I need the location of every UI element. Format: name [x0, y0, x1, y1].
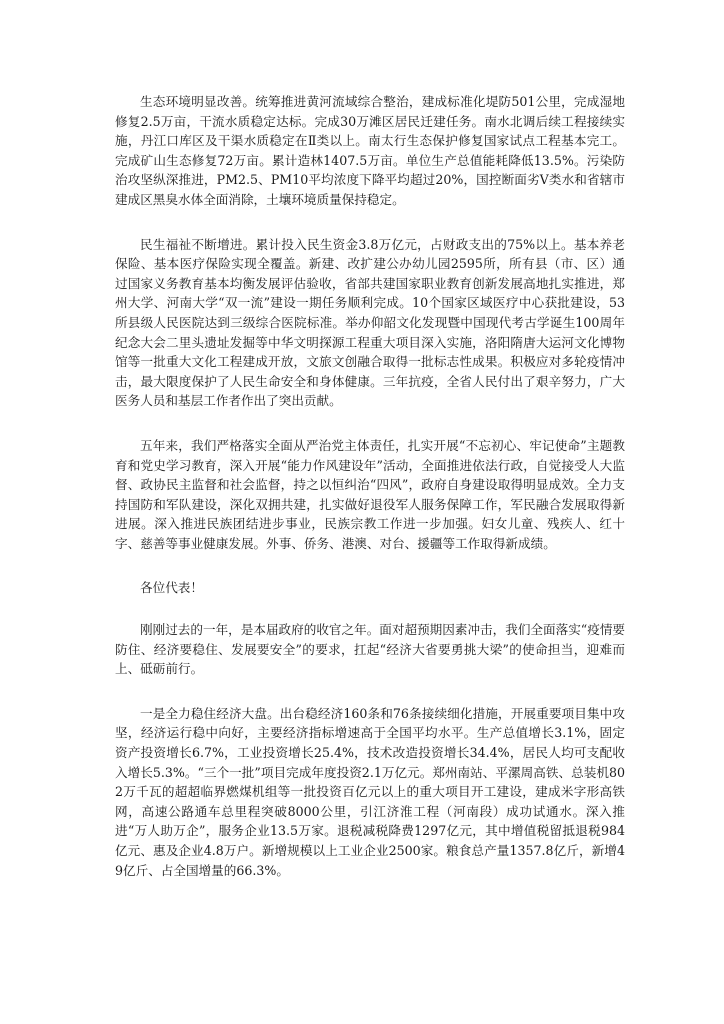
paragraph-stabilize-economy: 一是全力稳住经济大盘。出台稳经济160条和76条接续细化措施，开展重要项目集中攻坚，经济运行稳中向好，主要经济指标增速高于全国平均水平。生产总值增长3.1%，固定资产投资增长6.7%，工业投资增长25.4%，技术改造投资增长34.4%，居民人均可支配收入增长5.3%。“三个一批”项目完成年度投资2.1万亿元。郑州南站、平漯周高铁、总装机802万千瓦的超超临界燃煤机组等一批投资百亿元以上的重大项目开工建设，建成米字形高铁网，高速公路通车总里程突破8000公里，引江济淮工程（河南段）成功试通水。深入推进“万人助万企”，服务企业13.5万家。退税减税降费1297亿元，其中增值税留抵退税984亿元、惠及企业4.8万户。新增规模以上工业企业2500家。粮食总产量1357.8亿斤，新增49亿斤、占全国增量的66.3%。 [115, 705, 625, 878]
document-page [115, 92, 625, 905]
paragraph-party-building: 五年来，我们严格落实全面从严治党主体责任，扎实开展“不忘初心、牢记使命”主题教育和党史学习教育，深入开展“能力作风建设年”活动，全面推进依法行政，自觉接受人大监督、政协民主监督和社会监督，持之以恒纠治“四风”，政府自身建设取得明显成效。全力支持国防和军队建设，深化双拥共建，扎实做好退役军人服务保障工作，军民融合发展取得新进展。深入推进民族团结进步事业，民族宗教工作进一步加强。妇女儿童、残疾人、红十字、慈善等事业健康发展。外事、侨务、港澳、对台、援疆等工作取得新成绩。 [115, 437, 625, 551]
paragraph-livelihood: 民生福祉不断增进。累计投入民生资金3.8万亿元，占财政支出的75%以上。基本养老保险、基本医疗保险实现全覆盖。新建、改扩建公办幼儿园2595所，所有县（市、区）通过国家义务教育基本均衡发展评估验收，省部共建国家职业教育创新发展高地扎实推进，郑州大学、河南大学“双一流”建设一期任务顺利完成。10个国家区域医疗中心获批建设，53所县级人民医院达到三级综合医院标准。举办仰韶文化发现暨中国现代考古学诞生100周年纪念大会二里头遗址发掘等中华文明探源工程重大项目深入实施，洛阳隋唐大运河文化博物馆等一批重大文化工程建成开放，文旅文创融合取得一批标志性成果。积极应对多轮疫情冲击，最大限度保护了人民生命安全和身体健康。三年抗疫，全省人民付出了艰辛努力，广大医务人员和基层工作者作出了突出贡献。 [115, 236, 625, 409]
paragraph-salutation: 各位代表！ [140, 580, 203, 596]
paragraph-past-year: 刚刚过去的一年，是本届政府的收官之年。面对超预期因素冲击，我们全面落实“疫情要防住、经济要稳住、发展要安全”的要求，扛起“经济大省要勇挑大梁”的使命担当，迎难而上、砥砺前行。 [115, 622, 626, 677]
paragraph-ecology: 生态环境明显改善。统筹推进黄河流域综合整治，建成标准化堤防501公里，完成湿地修复2.5万亩，干流水质稳定达标。完成30万滩区居民迁建任务。南水北调后续工程接续实施，丹江口库区及干渠水质稳定在Ⅱ类以上。南太行生态保护修复国家试点工程基本完工。完成矿山生态修复72万亩。累计造林1407.5万亩。单位生产总值能耗降低13.5%。污染防治攻坚纵深推进，PM2.5、PM10平均浓度下降平均超过20%，国控断面劣Ⅴ类水和省辖市建成区黑臭水体全面消除，土壤环境质量保持稳定。 [115, 94, 625, 207]
